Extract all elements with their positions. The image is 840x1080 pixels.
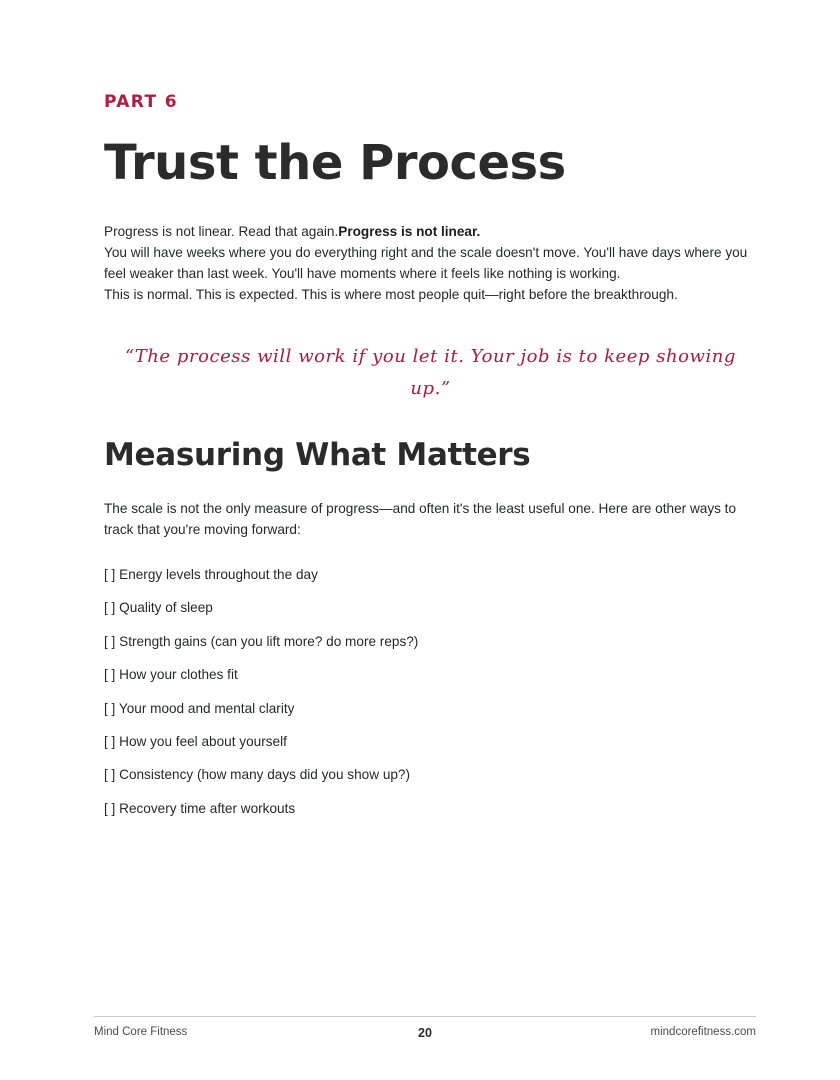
list-item [104,800,757,818]
intro-paragraph [104,221,757,242]
pull-quote: “The process will work if you let it. Your job is to keep showing up.” [125,346,736,399]
list-item-label: Energy levels throughout the day [119,567,318,583]
progress-checklist [104,566,757,818]
footer-brand: Mind Core Fitness [94,1026,188,1038]
chapter-title: Trust the Process [104,135,566,192]
list-item-label: Strength gains (can you lift more? do more reps?) [119,633,419,649]
list-item-label: Recovery time after workouts [119,800,296,816]
list-item [104,766,757,784]
part-label: PART 6 [104,92,178,112]
list-item [104,700,757,718]
section-title: Measuring What Matters [104,437,531,474]
body-paragraph-2: You will have weeks where you do everything right and the scale doesn't move. You'll have days where you feel weaker than last week. You'll have moments where it feels like nothing is working. [104,245,748,282]
body-paragraph-3: This is normal. This is expected. This is where most people quit—right before the breakthrough. [104,287,678,303]
list-item [104,733,757,751]
checkbox-icon[interactable]: [ ] [104,600,116,616]
checkbox-icon[interactable]: [ ] [104,700,116,716]
section-intro-paragraph: The scale is not the only measure of progress—and often it's the least useful one. Here are other ways to track that you're moving forward: [104,501,737,538]
checkbox-icon[interactable]: [ ] [104,767,116,783]
checkbox-icon[interactable]: [ ] [104,733,116,749]
page-number: 20 [418,1026,432,1040]
footer-website: mindcorefitness.com [650,1026,756,1038]
intro-emphasis-text: Progress is not linear. [338,223,481,239]
list-item [104,599,757,617]
page-content [104,0,757,834]
page-footer [94,1016,756,1038]
list-item-label: How you feel about yourself [119,733,287,749]
list-item [104,633,757,651]
list-item-label: Quality of sleep [119,600,213,616]
checkbox-icon[interactable]: [ ] [104,667,116,683]
checkbox-icon[interactable]: [ ] [104,633,116,649]
checkbox-icon[interactable]: [ ] [104,567,116,583]
list-item-label: Consistency (how many days did you show up?) [119,767,411,783]
list-item-label: Your mood and mental clarity [118,700,295,716]
checkbox-icon[interactable]: [ ] [104,800,116,816]
list-item [104,566,757,584]
intro-lead-text: Progress is not linear. Read that again. [104,223,339,239]
list-item-label: How your clothes fit [119,667,238,683]
list-item [104,666,757,684]
